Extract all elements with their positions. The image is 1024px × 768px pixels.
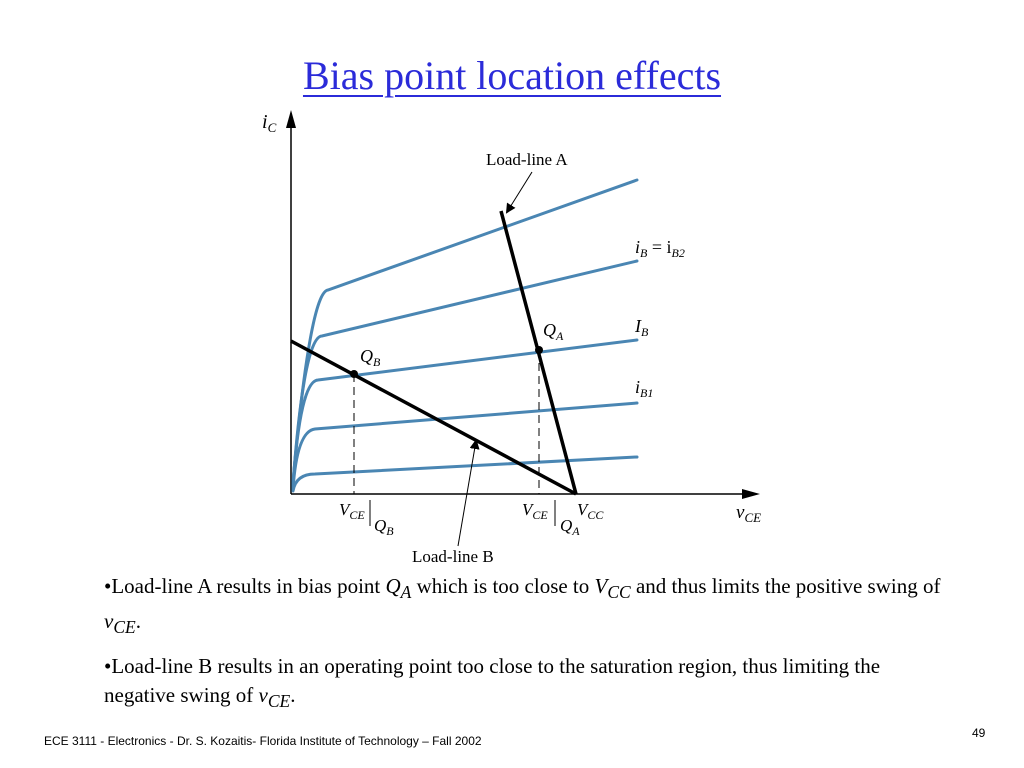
- load-line-a-pointer: [507, 172, 532, 212]
- q-point-a-label: $Q_A$: [543, 320, 564, 343]
- q-point-b-label: $Q_B$: [360, 346, 381, 369]
- svg-text:VCE: $V_{CE}$: [522, 500, 548, 522]
- load-line-a-label: Load-line A: [486, 150, 568, 169]
- svg-text:VCE: $V_{CE}$: [339, 500, 365, 522]
- curve-4: [293, 261, 637, 484]
- characteristic-curves: [293, 180, 637, 491]
- load-line-b: [291, 341, 576, 494]
- bullet-load-line-a: •Load-line A results in bias point $Q_A$ which is too close to $V_{CC}$ and thus limits the positive swing of $v_{CE}$.: [104, 574, 941, 638]
- y-axis-arrow: [286, 110, 296, 128]
- q-point-a: [535, 346, 543, 354]
- curve-2: [293, 403, 637, 489]
- svg-text:QA: $Q_A$: [560, 516, 580, 538]
- x-axis-label: $v_{CE}$: [736, 502, 762, 525]
- bullet-load-line-b: •Load-line B results in an operating point too close to the saturation region, thus limiting the negative swing of $v_{CE}$.: [104, 654, 881, 712]
- vcc-label: $V_{CC}$: [577, 500, 604, 522]
- curve-1: [293, 457, 637, 491]
- vce-qa-label: [522, 500, 580, 538]
- slide-title: Bias point location effects: [302, 53, 722, 98]
- bullet-list: [104, 572, 944, 727]
- curve-label-ib2: $i_B = i_{B2}$: [635, 237, 685, 260]
- curve-label-ib1: $i_{B1}$: [635, 377, 654, 400]
- load-line-b-label: Load-line B: [412, 547, 494, 566]
- slide-footer: ECE 3111 - Electronics - Dr. S. Kozaitis- Florida Institute of Technology – Fall 2002: [44, 734, 482, 748]
- x-axis-arrow: [742, 489, 760, 499]
- vce-qb-label: [339, 500, 394, 538]
- y-axis-label: $i_C$: [262, 111, 277, 135]
- q-point-b: [350, 370, 358, 378]
- curve-label-IB: $I_B$: [635, 316, 649, 339]
- curve-3: [293, 340, 637, 486]
- page-number: 49: [972, 726, 986, 740]
- svg-text:QB: $Q_B$: [374, 516, 394, 538]
